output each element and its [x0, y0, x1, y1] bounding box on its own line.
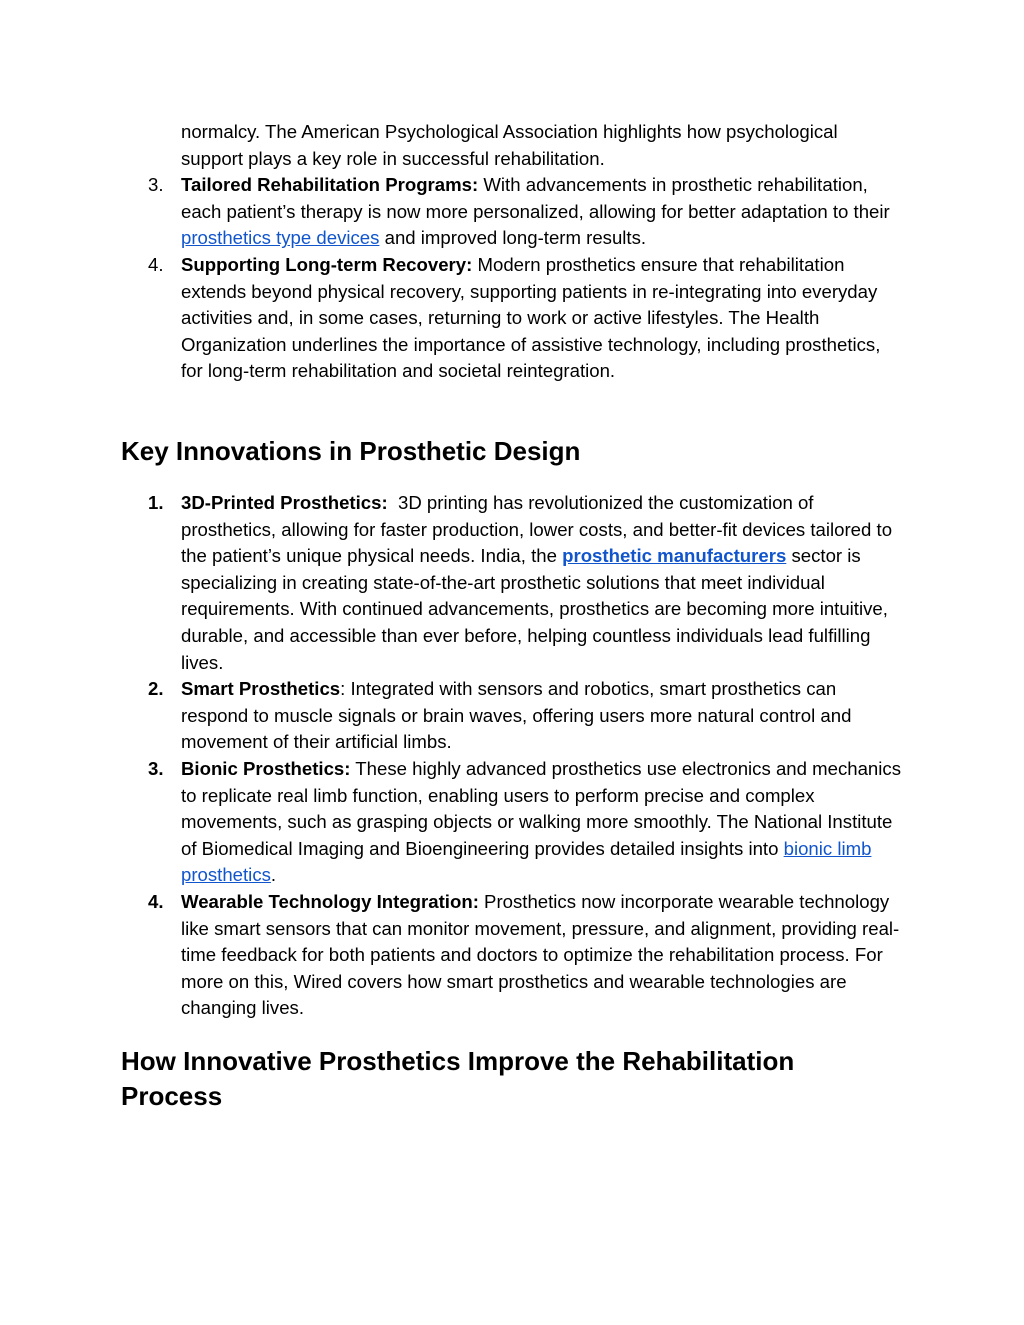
- list-number: 3.: [148, 757, 164, 779]
- item-lead: 3D-Printed Prosthetics:: [181, 492, 388, 513]
- item-body: 3D printing has revolutionized the customization of prosthetics, allowing for faster production, lower costs, and better-fit devices tailored to the patient’s unique physical needs. India, the: [181, 492, 898, 567]
- item-body: : Integrated with sensors and robotics, smart prosthetics can respond to muscle signals or brain waves, offering users more natural control and movement of their artificial limbs.: [181, 678, 852, 753]
- item-lead: Tailored Rehabilitation Programs:: [181, 174, 479, 196]
- item-body-end: and improved long-term results.: [379, 227, 647, 249]
- prosthetics-type-devices-link[interactable]: prosthetics type devices: [181, 227, 380, 249]
- innovations-list: [0, 490, 1024, 1022]
- item-lead: Supporting Long-term Recovery:: [181, 253, 473, 275]
- list-number: 4.: [148, 253, 164, 275]
- item-body-end: sector is specializing in creating state-of-the-art prosthetic solutions that meet individual requirements. With continued advancements, prosthetics are becoming more intuitive, durable, and accessible than ever before, helping countless individuals lead fulfilling lives.: [181, 545, 888, 673]
- list-number: 1.: [148, 492, 164, 513]
- list-item: [0, 756, 1024, 889]
- list-item-text: [181, 756, 901, 889]
- list-item-continuation: [0, 119, 1024, 172]
- list-number: 4.: [148, 890, 164, 912]
- list-item-text: [181, 252, 901, 385]
- list-item: [0, 676, 1024, 756]
- list-item: [0, 490, 1024, 676]
- item-lead: Smart Prosthetics: [181, 678, 341, 700]
- prosthetic-manufacturers-link[interactable]: prosthetic manufacturers: [562, 545, 787, 567]
- item-lead: Wearable Technology Integration:: [181, 890, 479, 912]
- item-lead: Bionic Prosthetics:: [181, 757, 351, 779]
- item-body: With advancements in prosthetic rehabilitation, each patient’s therapy is now more personalized, allowing for better adaptation to their: [181, 174, 890, 222]
- item-body-end: .: [270, 864, 277, 886]
- list-item-text: [181, 676, 901, 756]
- list-number: 2.: [148, 678, 164, 700]
- item-body: Prosthetics now incorporate wearable technology like smart sensors that can monitor movement, pressure, and alignment, providing real-time feedback for both patients and doctors to optimize the rehabilitation process. For more on this, Wired covers how smart prosthetics and wearable technologies are changing lives.: [181, 890, 900, 1019]
- section-heading-rehabilitation-process: How Innovative Prosthetics Improve the Rehabilitation Process: [121, 1046, 795, 1111]
- rehab-benefits-list: [0, 119, 1024, 385]
- item-body: These highly advanced prosthetics use electronics and mechanics to replicate real limb function, enabling users to perform precise and complex movements, such as grasping objects or walking more smoothly. The National Institute of Biomedical Imaging and Bioengineering provides detailed insights into: [181, 757, 902, 859]
- list-item: [0, 172, 1024, 252]
- list-item-text: [181, 490, 901, 676]
- list-item: [0, 889, 1024, 1022]
- list-item-text: [181, 172, 901, 252]
- list-item: [0, 252, 1024, 385]
- section-heading-key-innovations: Key Innovations in Prosthetic Design: [121, 436, 581, 466]
- list-number: 3.: [148, 174, 164, 196]
- list-item-text: normalcy. The American Psychological Association highlights how psychological support plays a key role in successful rehabilitation.: [181, 121, 838, 169]
- bionic-limb-prosthetics-link[interactable]: bionic limb prosthetics: [181, 837, 872, 886]
- list-item-text: [181, 889, 901, 1022]
- item-body: Modern prosthetics ensure that rehabilitation extends beyond physical recovery, supporting patients in re-integrating into everyday activities and, in some cases, returning to work or active lifestyles. The Health Organization underlines the importance of assistive technology, including prosthetics, for long-term rehabilitation and societal reintegration.: [181, 253, 881, 382]
